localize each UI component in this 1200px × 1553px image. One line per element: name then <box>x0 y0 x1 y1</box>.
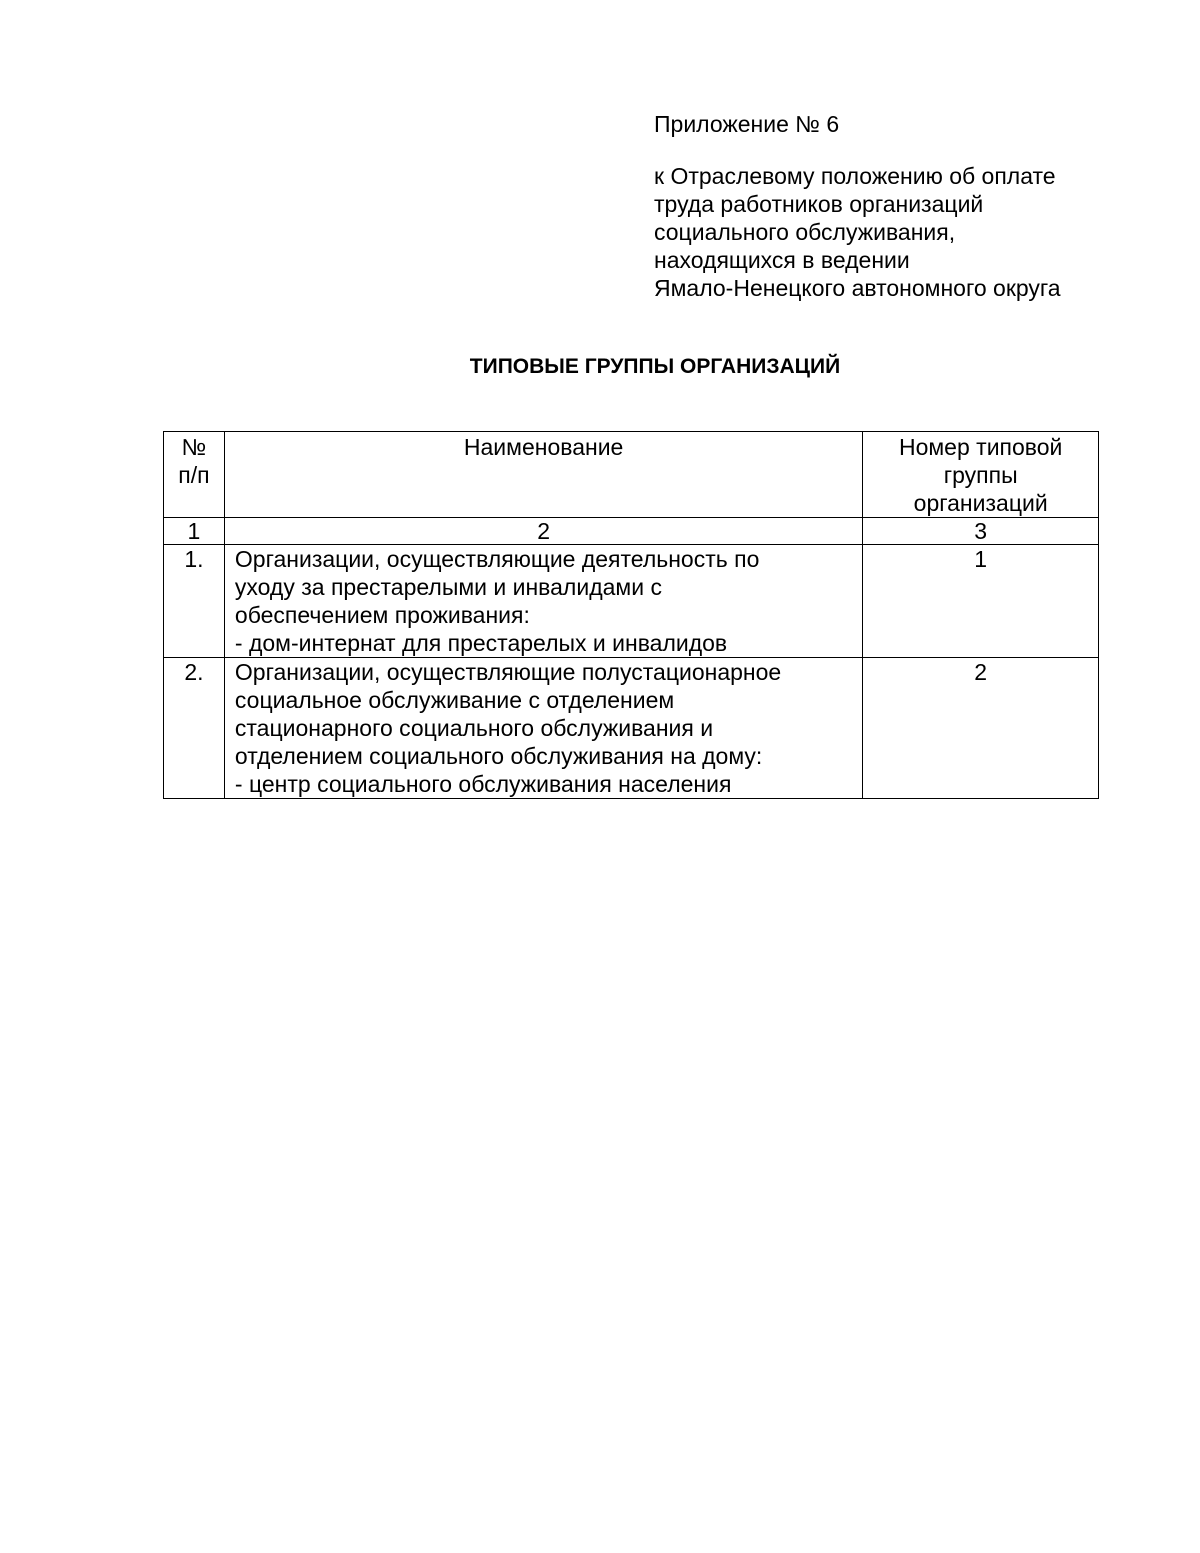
header-number-line: п/п <box>178 462 210 488</box>
row-number: 2. <box>164 658 225 799</box>
document-title: ТИПОВЫЕ ГРУППЫ ОРГАНИЗАЦИЙ <box>469 355 841 378</box>
row-name-line: Организации, осуществляющие полустационарное <box>234 659 782 685</box>
appendix-block <box>654 110 1174 302</box>
header-number <box>164 432 225 518</box>
table-row <box>164 658 1099 799</box>
header-group <box>863 432 1099 518</box>
organization-groups-table <box>163 431 1099 799</box>
appendix-number: Приложение № 6 <box>654 111 840 137</box>
appendix-line: находящихся в ведении <box>654 247 910 273</box>
header-group-line: организаций <box>913 490 1048 516</box>
row-name-line: уходу за престарелыми и инвалидами с <box>234 574 662 600</box>
row-name-line: стационарного социального обслуживания и <box>234 715 714 741</box>
row-name <box>224 545 862 658</box>
header-name: Наименование <box>224 432 862 518</box>
index-cell: 3 <box>863 518 1099 545</box>
row-name-line: обеспечением проживания: <box>234 602 530 628</box>
table-index-row <box>164 518 1099 545</box>
row-name-line: - дом-интернат для престарелых и инвалидов <box>234 630 728 656</box>
appendix-line: труда работников организаций <box>654 191 984 217</box>
table-row <box>164 545 1099 658</box>
index-cell: 2 <box>224 518 862 545</box>
index-cell: 1 <box>164 518 225 545</box>
row-group: 2 <box>863 658 1099 799</box>
row-name-line: Организации, осуществляющие деятельность по <box>234 546 760 572</box>
appendix-line: социального обслуживания, <box>654 219 956 245</box>
header-number-line: № <box>181 434 207 460</box>
row-number: 1. <box>164 545 225 658</box>
row-name-line: социальное обслуживание с отделением <box>234 687 675 713</box>
header-group-line: Номер типовой <box>898 434 1063 460</box>
header-group-line: группы <box>943 462 1018 488</box>
appendix-line: Ямало-Ненецкого автономного округа <box>654 275 1061 301</box>
appendix-line: к Отраслевому положению об оплате <box>654 163 1056 189</box>
table-header-row <box>164 432 1099 518</box>
row-group: 1 <box>863 545 1099 658</box>
row-name-line: - центр социального обслуживания населения <box>234 771 732 797</box>
row-name <box>224 658 862 799</box>
row-name-line: отделением социального обслуживания на дому: <box>234 743 763 769</box>
